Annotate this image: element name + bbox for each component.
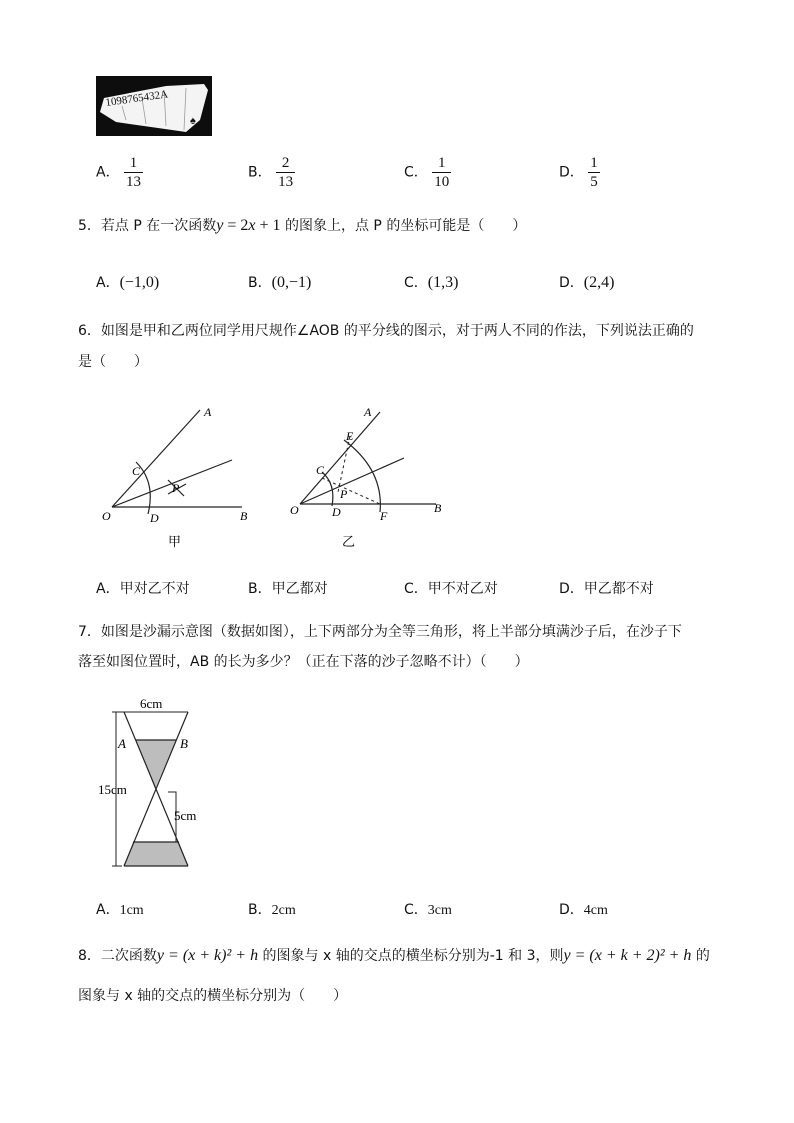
fraction: [588, 154, 600, 191]
cards-text: 1098765432A: [104, 88, 169, 109]
option-letter: A．: [96, 164, 120, 181]
option-letter: C．: [404, 581, 428, 597]
caption-jia: 甲: [168, 534, 182, 549]
label-side: 5cm: [174, 808, 197, 823]
option-letter: A．: [96, 275, 120, 291]
option-letter: A．: [96, 902, 120, 918]
q5-option-d[interactable]: [559, 272, 614, 292]
q6-figure-jia: [100, 400, 270, 550]
q6-figure-yi: [288, 400, 458, 550]
label-d: D: [150, 511, 159, 525]
q5-formula: [216, 217, 280, 234]
q7-stem-line1: 7．如图是沙漏示意图（数据如图），上下两部分为全等三角形，将上半部分填满沙子后，在沙子下: [78, 624, 682, 640]
formula-eq: = 2: [223, 217, 249, 234]
option-text: 1cm: [119, 903, 144, 918]
label-d: D: [332, 505, 341, 519]
label-p: P: [340, 487, 348, 501]
option-value: (−1,0): [119, 274, 160, 291]
option-letter: D．: [559, 902, 584, 918]
label-f: F: [380, 509, 388, 523]
option-letter: B．: [248, 164, 272, 181]
option-letter: D．: [559, 581, 584, 597]
var-y: y: [216, 217, 224, 234]
option-letter: C．: [404, 275, 428, 291]
option-value: (1,3): [427, 274, 459, 291]
denominator: 13: [126, 174, 142, 190]
option-letter: B．: [248, 581, 272, 597]
q8-formula-2: y = (x + k + 2)² + h: [563, 947, 692, 964]
option-letter: B．: [248, 275, 272, 291]
q5-option-a[interactable]: [96, 272, 159, 292]
label-a: A: [118, 736, 126, 751]
q6-option-c[interactable]: [404, 578, 498, 598]
cards-drawing: [96, 76, 212, 136]
option-letter: C．: [404, 164, 428, 181]
q6-stem-line1: 6．如图是甲和乙两位同学用尺规作∠AOB 的平分线的图示，对于两人不同的作法，下列说法正确的: [78, 323, 694, 339]
numerator: 1: [124, 154, 143, 173]
q5-stem: [78, 214, 526, 238]
q7-option-d[interactable]: [559, 899, 608, 919]
label-b: B: [240, 509, 248, 523]
q7-hourglass-figure: [96, 694, 216, 874]
label-e: E: [346, 429, 354, 443]
option-letter: D．: [559, 164, 584, 181]
q8-end: 的: [691, 948, 710, 964]
option-text: 2cm: [271, 903, 296, 918]
q4-option-a[interactable]: [96, 154, 143, 191]
q8-stem-line2: 图象与 x 轴的交点的横坐标分别为（ ）: [78, 988, 348, 1004]
label-o: O: [102, 509, 111, 523]
label-o: O: [290, 503, 299, 517]
option-letter: A．: [96, 581, 120, 597]
option-text: 4cm: [583, 903, 608, 918]
option-value: (0,−1): [271, 274, 312, 291]
q4-option-d[interactable]: [559, 154, 600, 191]
option-text: 甲不对乙对: [427, 581, 498, 597]
denominator: 10: [434, 174, 450, 190]
q5-prefix: 5．若点 P 在一次函数: [78, 218, 217, 234]
label-b: B: [180, 736, 188, 751]
cards-suit: ♠: [190, 115, 196, 127]
q4-option-c[interactable]: [404, 154, 451, 191]
label-top-width: 6cm: [140, 696, 163, 711]
q8-mid: 的图象与 x 轴的交点的横坐标分别为-1 和 3，则: [258, 948, 564, 964]
formula-tail: + 1: [255, 217, 281, 234]
numerator: 1: [590, 155, 598, 171]
var-x: x: [248, 217, 256, 234]
q8-stem-line1: [78, 944, 710, 968]
label-c: C: [132, 464, 141, 478]
q7-stem-line2: 落至如图位置时，AB 的长为多少？（正在下落的沙子忽略不计）（ ）: [78, 654, 529, 670]
label-p: P: [172, 481, 180, 495]
option-letter: B．: [248, 902, 272, 918]
playing-cards-image: [96, 76, 212, 136]
fraction: [124, 154, 143, 191]
option-text: 甲对乙不对: [119, 581, 190, 597]
label-a: A: [204, 405, 212, 419]
option-letter: D．: [559, 275, 584, 291]
option-text: 3cm: [427, 903, 452, 918]
q7-option-b[interactable]: [248, 899, 296, 919]
q5-option-c[interactable]: [404, 272, 458, 292]
label-c: C: [316, 463, 325, 477]
option-text: 甲乙都对: [271, 581, 328, 597]
q7-option-a[interactable]: [96, 899, 144, 919]
option-text: 甲乙都不对: [583, 581, 654, 597]
q6-option-d[interactable]: [559, 578, 654, 598]
label-b: B: [434, 501, 442, 515]
option-letter: C．: [404, 902, 428, 918]
numerator: 2: [276, 154, 295, 173]
q8-lead: 8．二次函数: [78, 948, 157, 964]
q5-option-b[interactable]: [248, 272, 311, 292]
label-height: 15cm: [98, 782, 127, 797]
q4-option-b[interactable]: [248, 154, 295, 191]
option-value: (2,4): [583, 274, 615, 291]
q5-suffix: 的图象上，点 P 的坐标可能是（ ）: [280, 218, 527, 234]
q6-option-b[interactable]: [248, 578, 328, 598]
fraction: [276, 154, 295, 191]
q6-stem-line2: 是（ ）: [78, 354, 148, 370]
q6-option-a[interactable]: [96, 578, 190, 598]
numerator: 1: [432, 154, 451, 173]
q8-formula-1: y = (x + k)² + h: [156, 947, 259, 964]
label-a: A: [364, 405, 372, 419]
fraction: [432, 154, 451, 191]
denominator: 13: [278, 174, 294, 190]
caption-yi: 乙: [342, 534, 356, 549]
denominator: 5: [590, 174, 598, 190]
q7-option-c[interactable]: [404, 899, 452, 919]
